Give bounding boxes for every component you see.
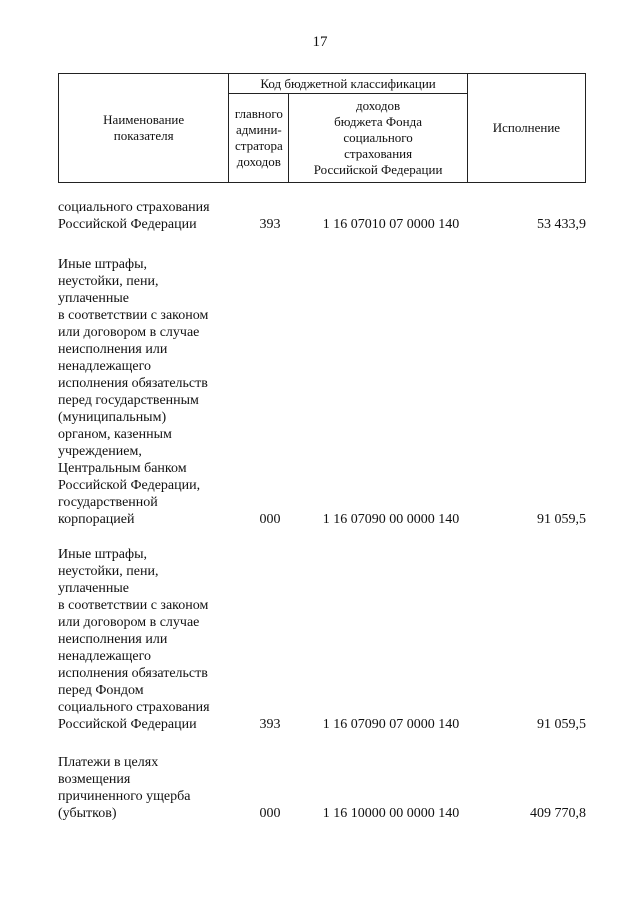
row-execution-value: 91 059,5 [537, 717, 586, 732]
row-name [58, 754, 238, 822]
row-name-line: Иные штрафы, [58, 547, 147, 562]
header-admin-line: админи- [235, 122, 282, 137]
row-name-line: Российской Федерации [58, 717, 197, 732]
header-budget-line: бюджета Фонда [334, 114, 422, 129]
row-execution-value: 409 770,8 [530, 806, 586, 821]
header-admin-line: стратора [234, 138, 283, 153]
header-budget-line: Российской Федерации [313, 162, 443, 177]
header-admin-line: главного [234, 106, 283, 121]
row-budget-code: 1 16 07090 07 0000 140 [322, 717, 460, 732]
header-name-line: показателя [113, 128, 174, 143]
row-name-line: ненадлежащего [58, 359, 152, 374]
row-name-line: или договором в случае [58, 615, 200, 630]
row-name-line: Российской Федерации [58, 217, 197, 232]
row-name-line: Платежи в целях [58, 755, 159, 770]
row-name-line: ненадлежащего [58, 649, 152, 664]
row-name-line: органом, казенным [58, 427, 172, 442]
row-name-line: Иные штрафы, [58, 257, 147, 272]
row-admin-code: 000 [259, 512, 281, 527]
row-name-line: возмещения [58, 772, 131, 787]
row-name-line: (убытков) [58, 806, 117, 821]
row-name-line: учреждением, [58, 444, 142, 459]
page-number: 17 [312, 34, 328, 50]
row-admin-code: 000 [259, 806, 281, 821]
row-name-line: неустойки, пени, [58, 274, 159, 289]
row-name-line: государственной [58, 495, 158, 510]
row-budget-code: 1 16 07090 00 0000 140 [322, 512, 460, 527]
row-name-line: социального страхования [58, 200, 210, 215]
header-admin-line: доходов [236, 154, 281, 169]
table-header [58, 73, 586, 183]
row-name-line: Российской Федерации, [58, 478, 201, 493]
row-budget-code: 1 16 07010 07 0000 140 [322, 217, 460, 232]
row-name-line: корпорацией [58, 512, 135, 527]
row-execution-value: 91 059,5 [537, 512, 586, 527]
row-budget-code: 1 16 10000 00 0000 140 [322, 806, 460, 821]
row-name-line: уплаченные [58, 291, 129, 306]
row-execution-value: 53 433,9 [537, 217, 586, 232]
table-row [58, 199, 586, 233]
header-execution-column: Исполнение [467, 74, 585, 183]
row-admin-code: 393 [259, 717, 281, 732]
row-admin-code: 393 [259, 217, 281, 232]
row-name-line: уплаченные [58, 581, 129, 596]
row-name-line: причиненного ущерба [58, 789, 191, 804]
header-name-column [59, 74, 229, 183]
row-name-line: неисполнения или [58, 632, 168, 647]
table-row [58, 546, 586, 733]
row-name-line: неисполнения или [58, 342, 168, 357]
row-name-line: перед государственным [58, 393, 199, 408]
header-budget-line: социального [343, 130, 413, 145]
row-name-line: Центральным банком [58, 461, 187, 476]
row-name-line: неустойки, пени, [58, 564, 159, 579]
row-name-line: (муниципальным) [58, 410, 167, 425]
row-name-line: исполнения обязательств [58, 666, 208, 681]
row-name-line: или договором в случае [58, 325, 200, 340]
header-budget-line: страхования [344, 146, 413, 161]
row-name [58, 546, 238, 733]
row-name-line: перед Фондом [58, 683, 144, 698]
row-name-line: в соответствии с законом [58, 308, 209, 323]
table-row [58, 754, 586, 822]
row-name-line: социального страхования [58, 700, 210, 715]
header-name-line: Наименование [103, 112, 185, 127]
header-code-group: Код бюджетной классификации [229, 74, 467, 94]
table-row [58, 256, 586, 528]
row-name-line: исполнения обязательств [58, 376, 208, 391]
header-budget-column [289, 94, 467, 183]
row-name-line: в соответствии с законом [58, 598, 209, 613]
header-budget-line: доходов [355, 98, 401, 113]
row-name [58, 256, 238, 528]
header-admin-column [229, 94, 289, 183]
row-name [58, 199, 238, 233]
